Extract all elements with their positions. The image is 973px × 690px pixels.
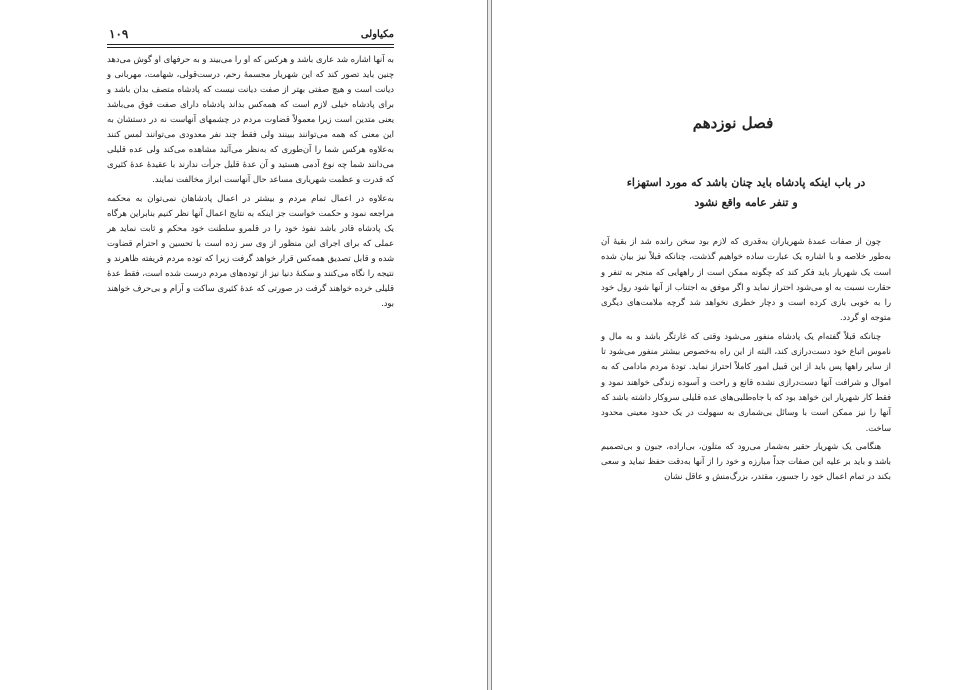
right-page — [493, 0, 973, 690]
section-heading — [601, 173, 891, 213]
paragraph: هنگامی یک شهریار حقیر به‌شمار می‌رود که متلون، بی‌اراده، جبون و بی‌تصمیم باشد و باید بر علیه این صفات جداً مبارزه و خود را از آنها به‌دقت حفظ نماید و سعی بکند در تمام اعمال خود را جسور، مقتدر، بزرگ‌منش و عاقل نشان — [601, 440, 891, 482]
section-heading-line: در باب اینکه پادشاه باید چنان باشد که مورد استهزاء — [626, 176, 866, 189]
page-number: ۱۰۹ — [109, 27, 129, 41]
chapter-title: فصل نوزدهم — [692, 114, 774, 132]
section-heading-line: و تنفر عامه واقع نشود — [694, 196, 798, 209]
header-rule-thin — [107, 47, 394, 48]
left-body-text — [107, 52, 394, 311]
paragraph: به‌علاوه در اعمال تمام مردم و بیشتر در اعمال پادشاهان نمی‌توان به محکمه مراجعه نمود و حکمت خواست جز اینکه به نتایج اعمال آنها نظر کنیم بنابراین هرگاه یک پادشاه قادر باشد نفوذ خود را در قلمرو سلطنت خود محکم و ثابت نماید هر عملی که برای اجرای این منظور از وی سر زده است با تحسین و احترام قضاوت شده و قابل تصدیق همه‌کس قرار خواهد گرفت زیرا که توده مردم فریفته ظاهرند و نتیجه را نگاه می‌کنند و سکنهٔ دنیا نیز از توده‌های مردم درست شده است، فقط عدهٔ قلیلی خرده خواهند گرفت در صورتی که عدهٔ کثیری ساکت و آرام و بی‌حرف خواهند بود. — [107, 193, 394, 308]
gutter-line — [491, 0, 492, 690]
paragraph: چنانکه قبلاً گفته‌ام یک پادشاه منفور می‌شود وقتی که غارتگر باشد و به مال و ناموس اتباع خود دست‌درازی کند، البته از این راه به‌خصوص بیشتر منفور می‌شود تا از سایر راهها پس باید از این قبیل امور کاملاً احتراز نماید. تودهٔ مردم مادامی که به اموال و شرافت آنها دست‌درازی نشده قانع و راحت و آسوده زندگی خواهند نمود و فقط کار شهریار این خواهد بود که با جاه‌طلبی‌های عده قلیلی سروکار داشته باشد که آنها را نیز ممکن است با وسائل بی‌شماری به سهولت در یک حدود معینی محدود ساخت. — [601, 330, 891, 433]
paragraph: به آنها اشاره شد عاری باشد و هرکس که او را می‌بیند و به حرفهای او گوش می‌دهد چنین باید تصور کند که این شهریار مجسمهٔ رحم، درست‌قولی، شهامت، مهربانی و دیانت است و هیچ صفتی بهتر از صفت دیانت نیست که پادشاه متصف بدان باشد و برای پادشاه خیلی لازم است که همه‌کس بداند پادشاه دارای صفت فوق می‌باشد یعنی متدین است زیرا معمولاً قضاوت مردم در چشمهای آنهاست نه در دستشان به این معنی که همه می‌توانند ببینند ولی فقط چند نفر معدودی می‌توانند لمس کنند به‌علاوه هرکس شما را آن‌طوری که به‌نظر می‌آئید مشاهده می‌کند ولی عده قلیلی می‌دانند شما چه نوع آدمی هستید و آن عدهٔ قلیل جرأت ندارند با عقیدهٔ عدهٔ کثیری که قدرت و عظمت شهریاری مساعد حال آنهاست ابراز مخالفت نمایند. — [107, 54, 394, 184]
right-body-text — [601, 234, 891, 488]
page-header — [107, 27, 394, 43]
running-head: مکیاولی — [360, 29, 394, 40]
paragraph: چون از صفات عمدهٔ شهریاران به‌قدری که لازم بود سخن رانده شد از بقیهٔ آن به‌طور خلاصه و با اشاره یک عبارت ساده خواهیم گذشت، چنانکه قبلاً نیز بیان شده است یک شهریار باید فکر کند که چگونه ممکن است از راههایی که منجر به تنفر و حقارت نسبت به او می‌شود احتراز نماید و اگر موفق به اجتناب از آنها شود رول خود را به خوبی بازی کرده است و دچار خطری نخواهد شد گرچه ملامت‌های دیگری متوجه او گردد. — [601, 236, 891, 323]
header-rule — [107, 44, 394, 45]
